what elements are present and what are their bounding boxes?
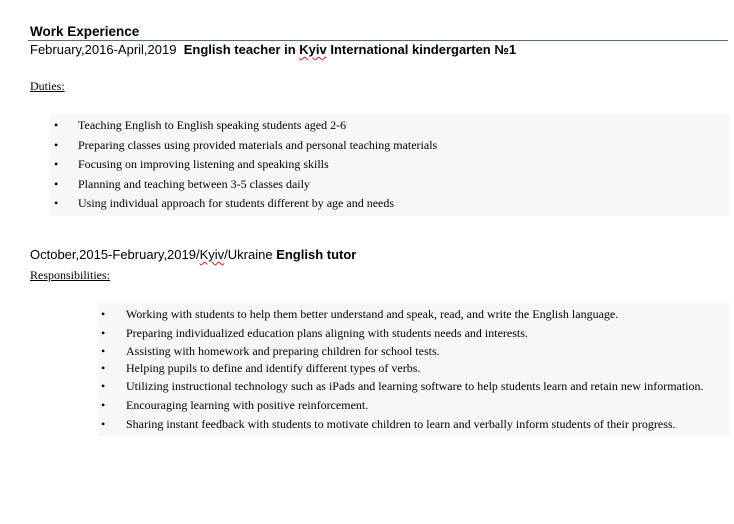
list-item-text: Teaching English to English speaking students aged 2-6 bbox=[78, 118, 347, 132]
list-item bbox=[98, 343, 730, 360]
bullet-icon: • bbox=[101, 417, 106, 431]
responsibilities-list bbox=[98, 303, 730, 436]
job1-title bbox=[180, 42, 516, 57]
heading-divider bbox=[28, 40, 728, 41]
list-item bbox=[50, 175, 730, 195]
job2-dates-city: Kyiv bbox=[199, 247, 225, 262]
job1-title-city: Kyiv bbox=[299, 42, 327, 57]
bullet-icon: • bbox=[54, 196, 59, 211]
list-item-text: Helping pupils to define and identify different types of verbs. bbox=[126, 361, 421, 375]
job1-dates: February,2016-April,2019 bbox=[30, 42, 177, 57]
list-item-text: Utilizing instructional technology such as iPads and learning software to help students learn and retain new information. bbox=[126, 379, 704, 393]
job1-header bbox=[30, 42, 516, 57]
list-item bbox=[98, 305, 730, 324]
job2-dates-pre: October,2015-February,2019/ bbox=[30, 247, 200, 262]
job2-dates-post: /Ukraine bbox=[224, 247, 277, 262]
list-item-text: Encouraging learning with positive reinforcement. bbox=[126, 398, 369, 412]
responsibilities-label: Responsibilities: bbox=[30, 268, 111, 282]
bullet-icon: • bbox=[101, 307, 106, 321]
bullet-icon: • bbox=[101, 379, 106, 393]
list-item-text: Working with students to help them better understand and speak, read, and write the English language. bbox=[126, 307, 619, 321]
list-item bbox=[50, 116, 730, 136]
bullet-icon: • bbox=[101, 344, 106, 358]
bullet-icon: • bbox=[101, 326, 106, 340]
job1-title-pre: English teacher in bbox=[183, 42, 300, 57]
list-item-text: Sharing instant feedback with students to motivate children to learn and verbally inform students of their progress. bbox=[126, 417, 676, 431]
bullet-icon: • bbox=[101, 361, 106, 375]
list-item bbox=[98, 396, 730, 415]
duties-label: Duties: bbox=[30, 79, 65, 93]
list-item-text: Assisting with homework and preparing children for school tests. bbox=[126, 344, 440, 358]
job1-title-post: International kindergarten №1 bbox=[326, 42, 517, 57]
bullet-icon: • bbox=[54, 137, 59, 152]
list-item bbox=[98, 360, 730, 377]
list-item-text: Using individual approach for students different by age and needs bbox=[78, 196, 395, 211]
list-item bbox=[98, 415, 730, 434]
list-item-text: Planning and teaching between 3-5 classes daily bbox=[78, 176, 310, 191]
list-item bbox=[50, 136, 730, 156]
list-item-text: Preparing individualized education plans aligning with students needs and interests. bbox=[126, 326, 528, 340]
section-title: Work Experience bbox=[30, 24, 140, 39]
list-item-text: Focusing on improving listening and speaking skills bbox=[78, 157, 329, 172]
bullet-icon: • bbox=[54, 176, 59, 191]
list-item bbox=[50, 194, 730, 214]
list-item bbox=[98, 324, 730, 343]
list-item-text: Preparing classes using provided materials and personal teaching materials bbox=[78, 137, 438, 152]
bullet-icon: • bbox=[54, 157, 59, 172]
job2-header bbox=[30, 247, 356, 262]
bullet-icon: • bbox=[101, 398, 106, 412]
list-item bbox=[50, 155, 730, 175]
list-item bbox=[98, 377, 730, 396]
bullet-icon: • bbox=[54, 118, 59, 132]
duties-list bbox=[50, 114, 730, 216]
job2-title: English tutor bbox=[276, 247, 357, 262]
